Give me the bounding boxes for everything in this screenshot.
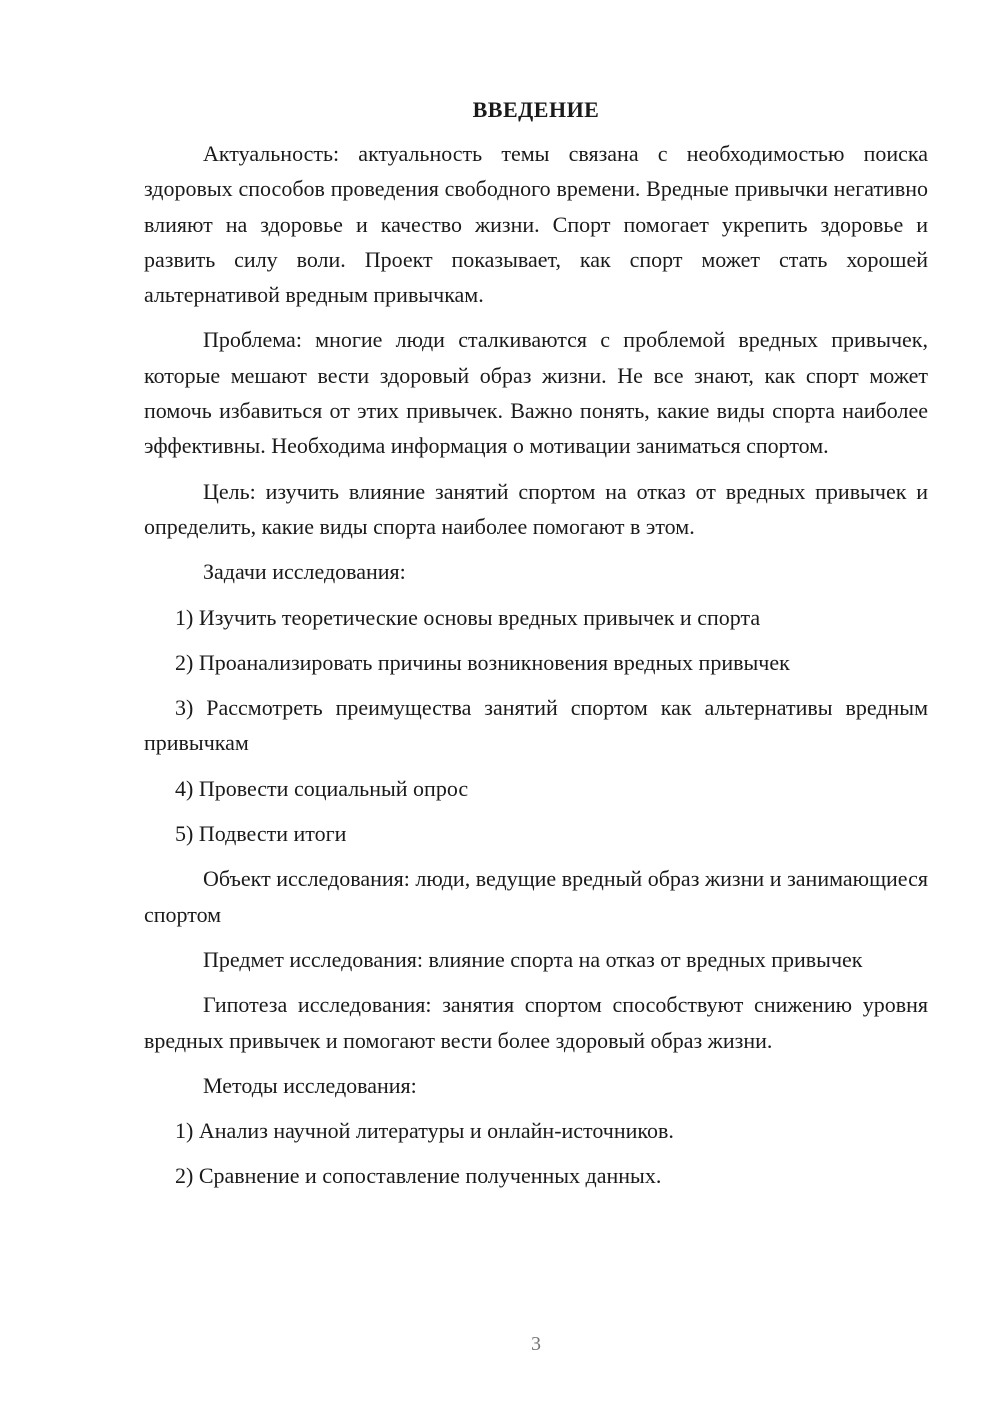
task-item: 4) Провести социальный опрос xyxy=(175,775,469,801)
page-title: ВВЕДЕНИЕ xyxy=(472,97,600,122)
relevance-paragraph: Актуальность: актуальность темы связана с необходимостью поиска здоровых способов проведения свободного времени. Вредные привычки негативно влияют на здоровье и качество жизни. Спорт помогает укрепить здоровье и развить силу воли. Проект показывает, как спорт может стать хорошей альтернативой вредным привычкам. xyxy=(144,141,928,308)
goal-paragraph: Цель: изучить влияние занятий спортом на отказ от вредных привычек и определить, какие виды спорта наиболее помогают в этом. xyxy=(144,478,928,539)
object-paragraph: Объект исследования: люди, ведущие вредный образ жизни и занимающиеся спортом xyxy=(144,866,928,927)
subject-paragraph: Предмет исследования: влияние спорта на отказ от вредных привычек xyxy=(203,946,863,972)
method-item: 1) Анализ научной литературы и онлайн-источников. xyxy=(175,1118,674,1144)
tasks-heading: Задачи исследования: xyxy=(203,559,406,585)
method-item: 2) Сравнение и сопоставление полученных данных. xyxy=(175,1163,662,1189)
page-number: 3 xyxy=(531,1333,541,1355)
problem-paragraph: Проблема: многие люди сталкиваются с проблемой вредных привычек, которые мешают вести здоровый образ жизни. Не все знают, как спорт может помочь избавиться от этих привычек. Важно понять, какие виды спорта наиболее эффективны. Необходима информация о мотивации заниматься спортом. xyxy=(144,327,928,459)
task-item: 3) Рассмотреть преимущества занятий спортом как альтернативы вредным привычкам xyxy=(144,695,928,756)
methods-heading: Методы исследования: xyxy=(203,1072,417,1098)
document-page xyxy=(144,92,928,1204)
task-item: 2) Проанализировать причины возникновения вредных привычек xyxy=(175,649,790,675)
task-item: 1) Изучить теоретические основы вредных привычек и спорта xyxy=(175,604,761,630)
hypothesis-paragraph: Гипотеза исследования: занятия спортом способствуют снижению уровня вредных привычек и помогают вести более здоровый образ жизни. xyxy=(144,992,928,1053)
task-item: 5) Подвести итоги xyxy=(175,821,347,847)
